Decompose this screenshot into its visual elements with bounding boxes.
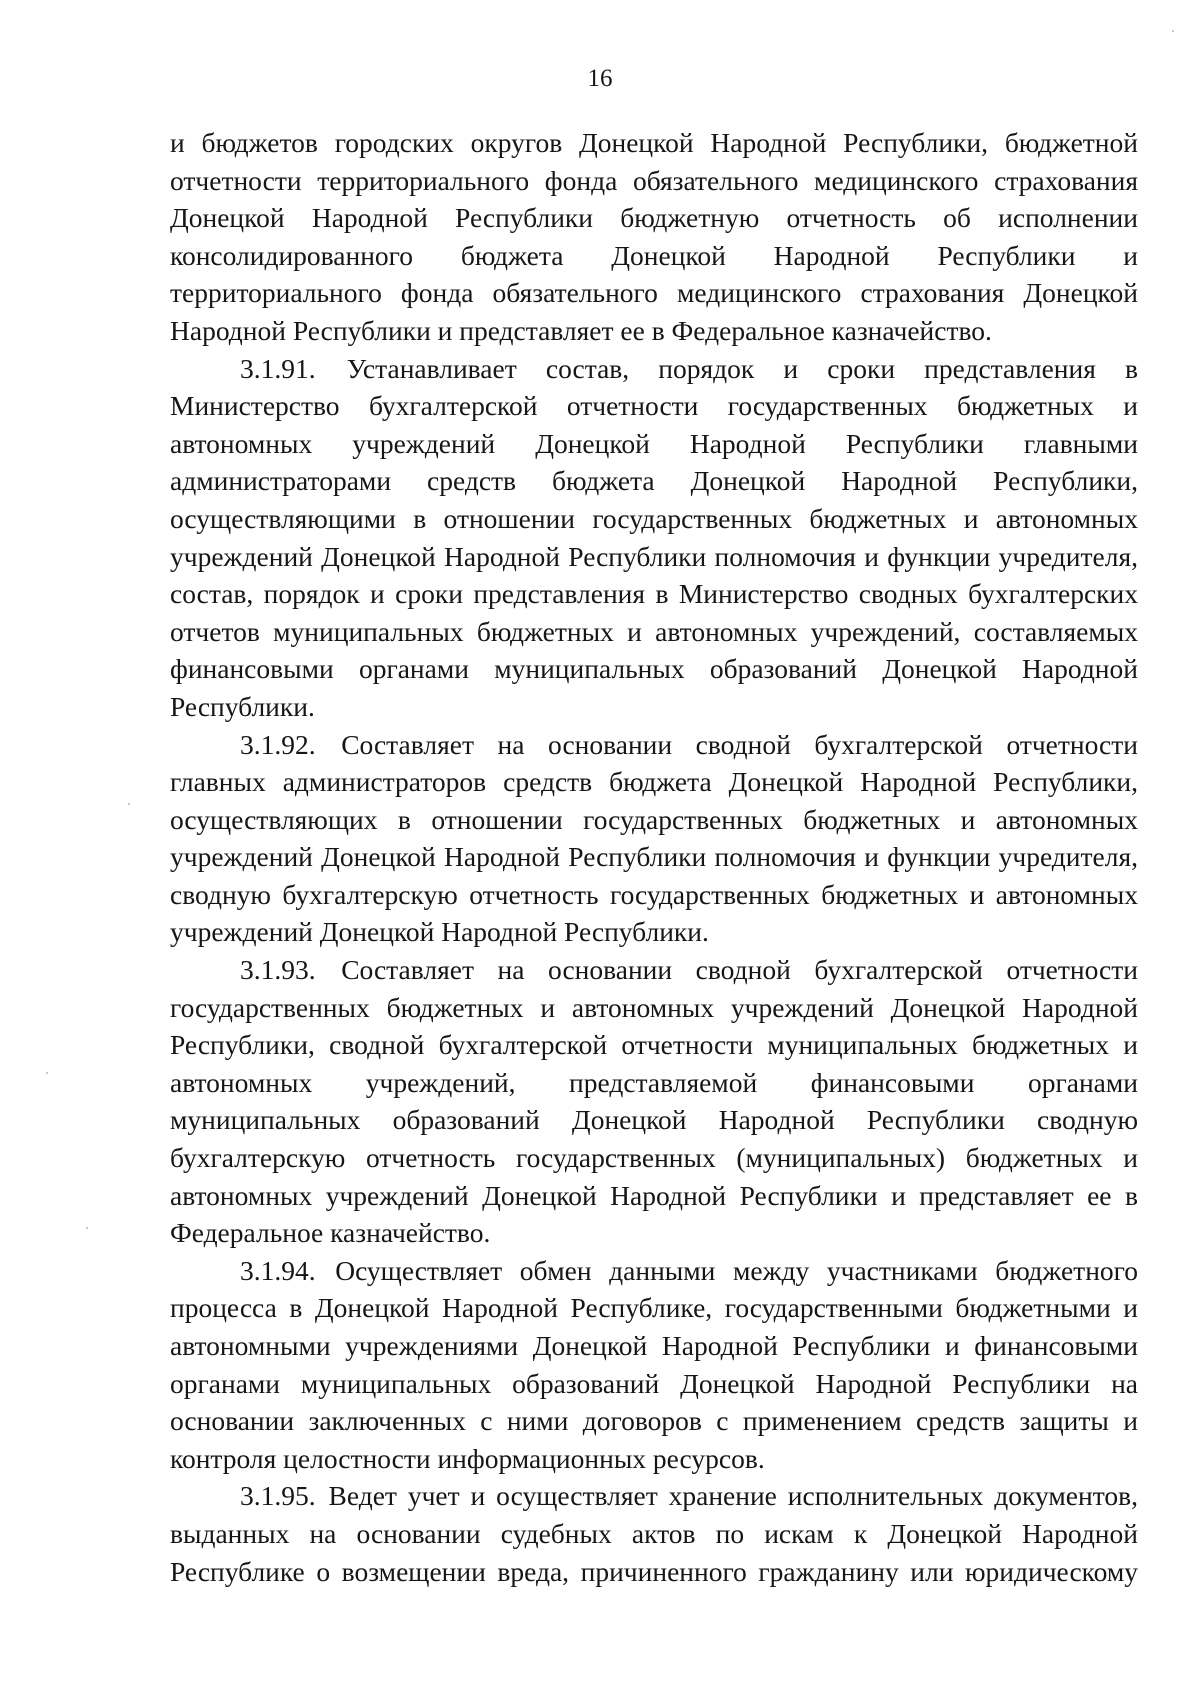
paragraph-text: и бюджетов городских округов Донецкой Народной Республики, бюджетной отчетности территориального фонда обязательного медицинского страхования Донецкой Народной Республики бюджетную отчетность об исполнении консолидированного бюджета Донецкой Народной Республики и территориального фонда обязательного медицинского страхования Донецкой Народной Республики и представляет ее в Федеральное казначейство. — [170, 127, 1138, 346]
clause-number: 3.1.93. — [240, 954, 316, 986]
scan-speck — [46, 1072, 48, 1074]
paragraph-3-1-92 — [170, 726, 1138, 952]
paragraph-text: Составляет на основании сводной бухгалтерской отчетности государственных бюджетных и автономных учреждений Донецкой Народной Республики, сводной бухгалтерской отчетности муниципальных бюджетных и автономных учреждений, представляемой финансовыми органами муниципальных образований Донецкой Народной Республики сводную бухгалтерскую отчетность государственных (муниципальных) бюджетных и автономных учреждений Донецкой Народной Республики и представляет ее в Федеральное казначейство. — [170, 954, 1139, 1249]
clause-number: 3.1.92. — [240, 728, 316, 760]
paragraph-3-1-93 — [170, 951, 1138, 1252]
paragraph-3-1-95 — [170, 1477, 1138, 1590]
clause-number: 3.1.94. — [240, 1254, 316, 1286]
scan-speck — [86, 1227, 88, 1229]
paragraph-text: Составляет на основании сводной бухгалтерской отчетности главных администраторов средств бюджета Донецкой Народной Республики, осуществляющих в отношении государственных бюджетных и автономных учреждений Донецкой Народной Республики полномочия и функции учредителя, сводную бухгалтерскую отчетность государственных бюджетных и автономных учреждений Донецкой Народной Республики. — [170, 728, 1139, 948]
paragraph-3-1-94 — [170, 1252, 1138, 1478]
paragraph-text: Осуществляет обмен данными между участниками бюджетного процесса в Донецкой Народной Республике, государственными бюджетными и автономными учреждениями Донецкой Народной Республики и финансовыми органами муниципальных образований Донецкой Народной Республики на основании заключенных с ними договоров с применением средств защиты и контроля целостности информационных ресурсов. — [170, 1254, 1139, 1474]
page-number: 16 — [587, 65, 613, 92]
paragraph-text: Ведет учет и осуществляет хранение исполнительных документов, выданных на основании судебных актов по искам к Донецкой Народной Республике о возмещении вреда, причиненного гражданину или юридическому — [170, 1480, 1138, 1587]
scan-speck — [1172, 30, 1174, 32]
clause-number: 3.1.91. — [240, 352, 316, 384]
document-body — [170, 124, 1138, 1590]
paragraph-text: Устанавливает состав, порядок и сроки представления в Министерство бухгалтерской отчетности государственных бюджетных и автономных учреждений Донецкой Народной Республики главными администраторами средств бюджета Донецкой Народной Республики, осуществляющими в отношении государственных бюджетных и автономных учреждений Донецкой Народной Республики полномочия и функции учредителя, состав, порядок и сроки представления в Министерство сводных бухгалтерских отчетов муниципальных бюджетных и автономных учреждений, составляемых финансовыми органами муниципальных образований Донецкой Народной Республики. — [170, 352, 1138, 722]
paragraph-3-1-91 — [170, 350, 1138, 726]
clause-number: 3.1.95. — [240, 1480, 316, 1512]
paragraph-continuation — [170, 124, 1138, 350]
scan-speck — [128, 803, 130, 805]
